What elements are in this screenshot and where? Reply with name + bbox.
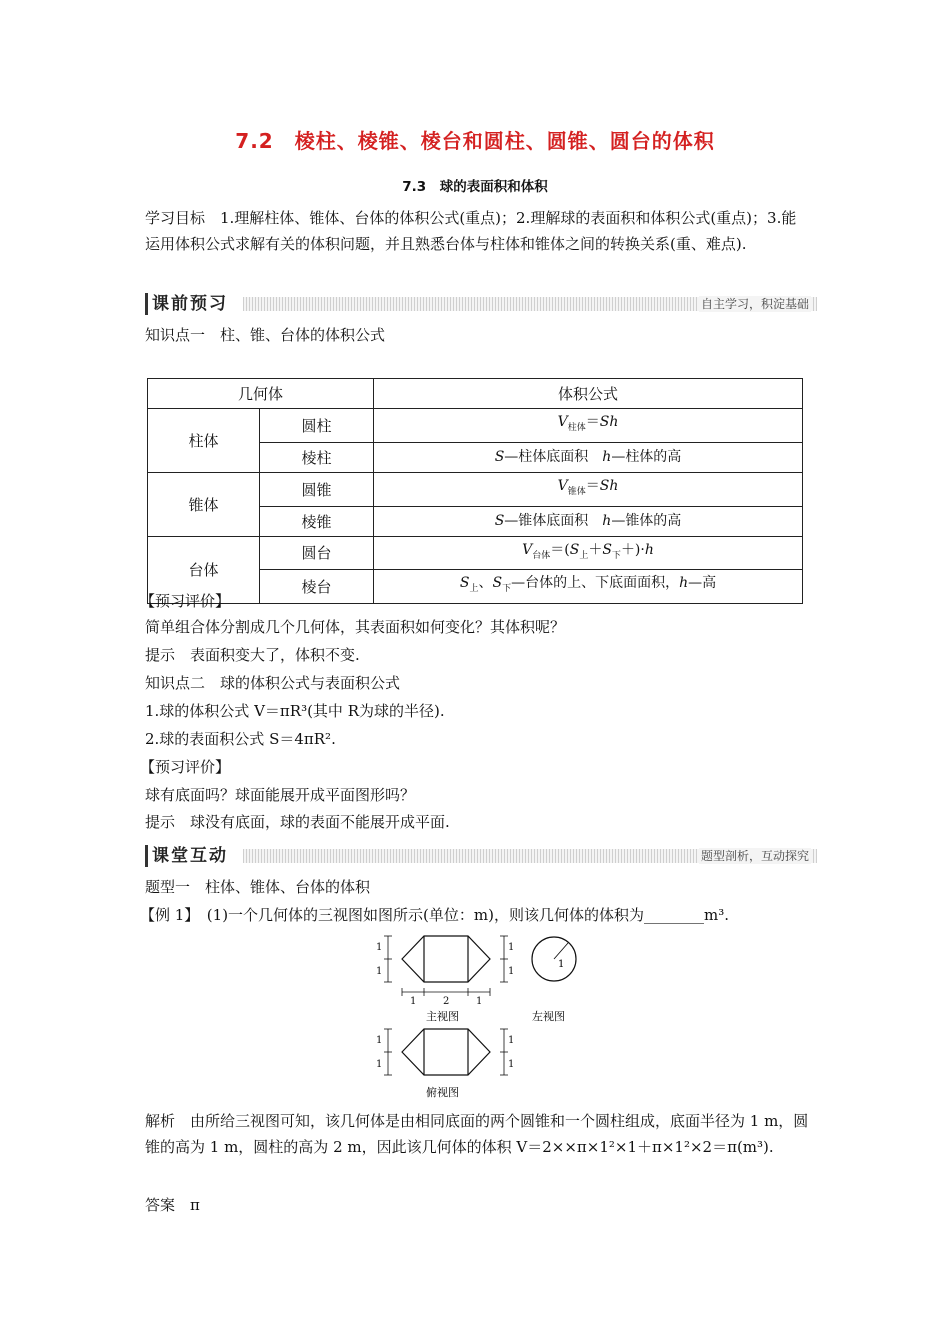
radius-label: 1: [558, 959, 565, 970]
preview-answer: 提示 表面积变大了，体积不变.: [145, 646, 360, 664]
table-row: [148, 409, 803, 443]
preview-heading: 【预习评价】: [140, 592, 231, 610]
knowledge-point-1: 知识点一 柱、锥、台体的体积公式: [145, 326, 386, 344]
side-view-label: 左视图: [532, 1010, 565, 1023]
dim-label: 1: [376, 1059, 383, 1070]
formula-main: $V_{柱体}=Sh$: [374, 409, 803, 443]
shape-name: 圆台: [260, 536, 374, 570]
section-subtitle: 7.3 球的表面积和体积: [402, 179, 548, 195]
preview-heading: 【预习评价】: [140, 758, 231, 776]
top-view-label: 俯视图: [426, 1086, 459, 1099]
shape-name: 圆锥: [260, 472, 374, 506]
preview-question: 简单组合体分割成几个几何体，其表面积如何变化？其体积呢？: [145, 618, 566, 636]
preview-question: 球有底面吗？球面能展开成平面图形吗？: [145, 786, 416, 804]
learning-goals: 学习目标 1.理解柱体、锥体、台体的体积公式(重点)；2.理解球的表面积和体积公式(重点)；3.能运用体积公式求解有关的体积问题，并且熟悉台体与柱体和锥体之间的转换关系(重、难点).: [145, 209, 797, 253]
shape-name: 棱台: [260, 570, 374, 604]
answer: 答案 π: [145, 1196, 200, 1214]
banner-slogan: 自主学习，积淀基础: [700, 297, 809, 311]
dim-label: 1: [508, 1059, 515, 1070]
analysis: 解析 由所给三视图可知，该几何体是由相同底面的两个圆锥和一个圆柱组成，底面半径为 1 m，圆锥的高为 1 m，圆柱的高为 2 m，因此该几何体的体积 V＝2××π×1²×1＋π×1²×2＝π(m³).: [145, 1112, 809, 1156]
group-name: 台体: [148, 536, 260, 604]
header-formula: 体积公式: [374, 379, 803, 409]
three-view-figure: [370, 930, 580, 1102]
shape-name: 棱锥: [260, 506, 374, 536]
group-name: 柱体: [148, 409, 260, 473]
formula-note: $S_上$、$S_下—$台体的上、下底面面积，h—高: [374, 570, 803, 604]
side-view: [532, 937, 576, 981]
banner-label: 课堂互动: [145, 845, 234, 867]
front-view-label: 主视图: [426, 1010, 459, 1023]
banner-slogan: 题型剖析，互动探究: [700, 849, 809, 863]
front-view: [384, 936, 508, 996]
dim-label: 1: [376, 942, 383, 953]
knowledge-point-2: 知识点二 球的体积公式与表面积公式: [145, 674, 401, 692]
dim-label: 1: [508, 1035, 515, 1046]
dim-label: 1: [476, 996, 483, 1007]
dim-label: 1: [508, 942, 515, 953]
dim-label: 1: [376, 1035, 383, 1046]
top-view: [384, 1029, 508, 1075]
formula-note: S—锥体底面积 h—锥体的高: [374, 506, 803, 536]
dim-label: 1: [376, 966, 383, 977]
banner-label: 课前预习: [145, 293, 234, 315]
shape-name: 圆柱: [260, 409, 374, 443]
problem-type-1: 题型一 柱体、锥体、台体的体积: [145, 878, 371, 896]
banner-preview: [145, 293, 817, 315]
dim-label: 1: [508, 966, 515, 977]
example-1-question: 【例 1】 (1)一个几何体的三视图如图所示(单位：m)，则该几何体的体积为________m³.: [140, 906, 729, 924]
formula-main: $V_{台体}=(S_上+S_下+)\cdot h$: [374, 536, 803, 570]
sphere-surface-formula: 2.球的表面积公式 S＝4πR².: [145, 730, 336, 748]
shape-name: 棱柱: [260, 442, 374, 472]
group-name: 锥体: [148, 472, 260, 536]
formula-note: S—柱体底面积 h—柱体的高: [374, 442, 803, 472]
dim-label: 1: [410, 996, 417, 1007]
preview-answer: 提示 球没有底面，球的表面不能展开成平面.: [145, 813, 450, 831]
table-row: [148, 536, 803, 570]
page-title: 7.2 棱柱、棱锥、棱台和圆柱、圆锥、圆台的体积: [235, 129, 715, 153]
banner-classroom: [145, 845, 817, 867]
dim-label: 2: [443, 996, 450, 1007]
formula-main: $V_{锥体}=Sh$: [374, 472, 803, 506]
volume-formula-table: [147, 378, 803, 604]
table-row: [148, 472, 803, 506]
sphere-volume-formula: 1.球的体积公式 V＝πR³(其中 R为球的半径).: [145, 702, 445, 720]
table-header-row: [148, 379, 803, 409]
header-shape: 几何体: [148, 379, 374, 409]
